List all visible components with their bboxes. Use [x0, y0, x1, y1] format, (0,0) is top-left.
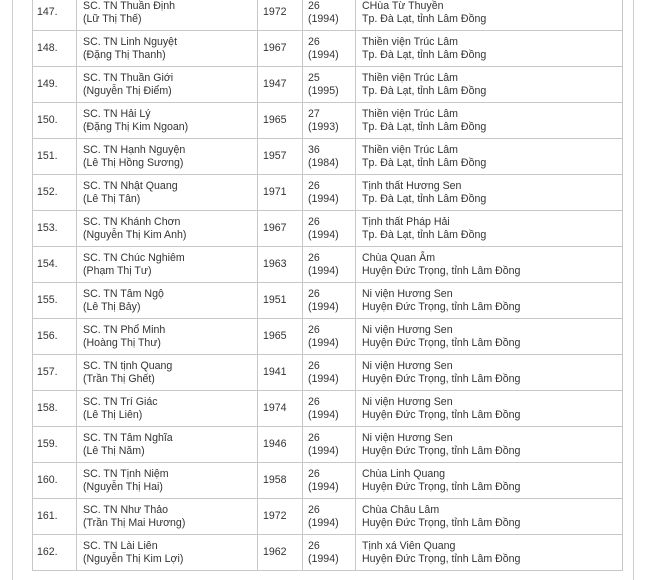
temple-name: Tịnh xá Viên Quang — [362, 539, 456, 552]
age-year: (1994) — [308, 372, 339, 385]
age-year: (1994) — [308, 516, 339, 529]
temple-name: Thiền viện Trúc Lâm — [362, 35, 458, 48]
row-number: 162. — [33, 535, 77, 571]
name-cell — [77, 31, 258, 67]
table-row — [33, 319, 623, 355]
dharma-name: SC. TN Lài Liên — [83, 539, 158, 552]
place-cell — [356, 139, 623, 175]
row-number: 150. — [33, 103, 77, 139]
place-cell — [356, 391, 623, 427]
age-value: 36 — [308, 143, 320, 156]
age-value: 26 — [308, 503, 320, 516]
age-cell — [303, 355, 356, 391]
age-cell — [303, 211, 356, 247]
age-value: 26 — [308, 323, 320, 336]
age-value: 26 — [308, 395, 320, 408]
page-border-right — [633, 0, 634, 580]
age-year: (1994) — [308, 480, 339, 493]
age-year: (1995) — [308, 84, 339, 97]
lay-name: (Nguyễn Thị Điểm) — [83, 84, 172, 97]
place-cell — [356, 211, 623, 247]
age-cell — [303, 175, 356, 211]
age-cell — [303, 463, 356, 499]
row-number: 159. — [33, 427, 77, 463]
table-row — [33, 0, 623, 31]
dharma-name: SC. TN tịnh Quang — [83, 359, 173, 372]
name-cell — [77, 499, 258, 535]
name-cell — [77, 139, 258, 175]
name-cell — [77, 67, 258, 103]
table-row — [33, 211, 623, 247]
age-cell — [303, 247, 356, 283]
dharma-name: SC. TN Phổ Minh — [83, 323, 166, 336]
row-number: 161. — [33, 499, 77, 535]
dharma-name: SC. TN Tịnh Niệm — [83, 467, 169, 480]
name-cell — [77, 211, 258, 247]
place-cell — [356, 103, 623, 139]
table-row — [33, 535, 623, 571]
temple-location: Tp. Đà Lạt, tỉnh Lâm Đồng — [362, 192, 487, 205]
dharma-name: SC. TN Hạnh Nguyện — [83, 143, 186, 156]
lay-name: (Lê Thị Liên) — [83, 408, 143, 421]
lay-name: (Trần Thị Ghết) — [83, 372, 155, 385]
lay-name: (Hoàng Thị Thư) — [83, 336, 161, 349]
temple-name: Ni viện Hương Sen — [362, 287, 453, 300]
name-cell — [77, 355, 258, 391]
age-value: 26 — [308, 179, 320, 192]
age-year: (1994) — [308, 408, 339, 421]
temple-name: Thiền viện Trúc Lâm — [362, 143, 458, 156]
table-row — [33, 67, 623, 103]
row-number: 157. — [33, 355, 77, 391]
age-value: 26 — [308, 287, 320, 300]
temple-location: Huyện Đức Trọng, tỉnh Lâm Đồng — [362, 516, 521, 529]
row-number: 160. — [33, 463, 77, 499]
temple-name: CHùa Từ Thuyền — [362, 0, 444, 12]
dharma-name: SC. TN Tâm Nghĩa — [83, 431, 173, 444]
row-number: 156. — [33, 319, 77, 355]
temple-location: Huyện Đức Trọng, tỉnh Lâm Đồng — [362, 408, 521, 421]
birth-year: 1957 — [258, 139, 303, 175]
temple-location: Huyện Đức Trọng, tỉnh Lâm Đồng — [362, 300, 521, 313]
row-number: 154. — [33, 247, 77, 283]
row-number: 153. — [33, 211, 77, 247]
age-year: (1984) — [308, 156, 339, 169]
temple-location: Tp. Đà Lạt, tỉnh Lâm Đồng — [362, 156, 487, 169]
dharma-name: SC. TN Trí Giác — [83, 395, 158, 408]
age-cell — [303, 391, 356, 427]
name-cell — [77, 283, 258, 319]
dharma-name: SC. TN Như Thảo — [83, 503, 169, 516]
age-value: 26 — [308, 359, 320, 372]
temple-location: Huyện Đức Trọng, tỉnh Lâm Đồng — [362, 552, 521, 565]
ordination-list-table — [32, 0, 623, 571]
place-cell — [356, 283, 623, 319]
row-number: 158. — [33, 391, 77, 427]
age-value: 26 — [308, 35, 320, 48]
table-row — [33, 283, 623, 319]
temple-location: Tp. Đà Lạt, tỉnh Lâm Đồng — [362, 228, 487, 241]
place-cell — [356, 535, 623, 571]
table-row — [33, 499, 623, 535]
age-value: 26 — [308, 0, 320, 12]
lay-name: (Đặng Thị Kim Ngoan) — [83, 120, 189, 133]
dharma-name: SC. TN Chúc Nghiêm — [83, 251, 185, 264]
lay-name: (Nguyễn Thị Hai) — [83, 480, 163, 493]
age-cell — [303, 103, 356, 139]
name-cell — [77, 103, 258, 139]
age-year: (1994) — [308, 552, 339, 565]
lay-name: (Lê Thị Bảy) — [83, 300, 141, 313]
temple-name: Ni viện Hương Sen — [362, 431, 453, 444]
name-cell — [77, 535, 258, 571]
age-cell — [303, 319, 356, 355]
birth-year: 1967 — [258, 31, 303, 67]
lay-name: (Nguyễn Thị Kim Lợi) — [83, 552, 184, 565]
row-number: 152. — [33, 175, 77, 211]
place-cell — [356, 427, 623, 463]
name-cell — [77, 319, 258, 355]
place-cell — [356, 463, 623, 499]
temple-name: Chùa Linh Quang — [362, 467, 446, 480]
dharma-name: SC. TN Thuần Định — [83, 0, 176, 12]
temple-name: Tịnh thất Hương Sen — [362, 179, 462, 192]
place-cell — [356, 355, 623, 391]
place-cell — [356, 175, 623, 211]
dharma-name: SC. TN Linh Nguyệt — [83, 35, 178, 48]
temple-location: Huyện Đức Trọng, tỉnh Lâm Đồng — [362, 336, 521, 349]
name-cell — [77, 0, 258, 31]
table-row — [33, 391, 623, 427]
lay-name: (Lê Thị Tân) — [83, 192, 141, 205]
table-row — [33, 175, 623, 211]
age-year: (1993) — [308, 120, 339, 133]
temple-name: Ni viện Hương Sen — [362, 395, 453, 408]
temple-name: Thiền viện Trúc Lâm — [362, 107, 458, 120]
table-row — [33, 355, 623, 391]
temple-name: Ni viện Hương Sen — [362, 359, 453, 372]
dharma-name: SC. TN Nhật Quang — [83, 179, 178, 192]
age-value: 25 — [308, 71, 320, 84]
birth-year: 1946 — [258, 427, 303, 463]
lay-name: (Lê Thị Hồng Sương) — [83, 156, 184, 169]
name-cell — [77, 463, 258, 499]
place-cell — [356, 0, 623, 31]
temple-location: Huyện Đức Trọng, tỉnh Lâm Đồng — [362, 444, 521, 457]
age-year: (1994) — [308, 228, 339, 241]
birth-year: 1958 — [258, 463, 303, 499]
place-cell — [356, 31, 623, 67]
temple-location: Huyện Đức Trọng, tỉnh Lâm Đồng — [362, 372, 521, 385]
lay-name: (Lê Thị Năm) — [83, 444, 145, 457]
name-cell — [77, 175, 258, 211]
name-cell — [77, 391, 258, 427]
temple-name: Chùa Châu Lâm — [362, 503, 440, 516]
temple-location: Tp. Đà Lạt, tỉnh Lâm Đồng — [362, 84, 487, 97]
dharma-name: SC. TN Thuần Giới — [83, 71, 174, 84]
name-cell — [77, 247, 258, 283]
row-number: 148. — [33, 31, 77, 67]
age-year: (1994) — [308, 48, 339, 61]
age-cell — [303, 0, 356, 31]
table-row — [33, 103, 623, 139]
birth-year: 1963 — [258, 247, 303, 283]
age-value: 26 — [308, 467, 320, 480]
birth-year: 1972 — [258, 0, 303, 31]
age-year: (1994) — [308, 336, 339, 349]
birth-year: 1951 — [258, 283, 303, 319]
place-cell — [356, 499, 623, 535]
dharma-name: SC. TN Tâm Ngộ — [83, 287, 164, 300]
age-value: 26 — [308, 251, 320, 264]
lay-name: (Trần Thị Mai Hương) — [83, 516, 186, 529]
temple-location: Tp. Đà Lạt, tỉnh Lâm Đồng — [362, 48, 487, 61]
age-cell — [303, 499, 356, 535]
table-row — [33, 31, 623, 67]
row-number: 151. — [33, 139, 77, 175]
age-cell — [303, 535, 356, 571]
temple-location: Huyện Đức Trọng, tỉnh Lâm Đồng — [362, 480, 521, 493]
age-year: (1994) — [308, 192, 339, 205]
table-row — [33, 427, 623, 463]
age-year: (1994) — [308, 264, 339, 277]
age-year: (1994) — [308, 300, 339, 313]
table-row — [33, 139, 623, 175]
birth-year: 1972 — [258, 499, 303, 535]
table-row — [33, 247, 623, 283]
age-cell — [303, 31, 356, 67]
place-cell — [356, 319, 623, 355]
row-number: 155. — [33, 283, 77, 319]
age-cell — [303, 67, 356, 103]
age-cell — [303, 139, 356, 175]
birth-year: 1967 — [258, 211, 303, 247]
birth-year: 1965 — [258, 319, 303, 355]
age-cell — [303, 283, 356, 319]
age-year: (1994) — [308, 444, 339, 457]
birth-year: 1974 — [258, 391, 303, 427]
birth-year: 1971 — [258, 175, 303, 211]
temple-name: Tịnh thất Pháp Hải — [362, 215, 450, 228]
dharma-name: SC. TN Hải Lý — [83, 107, 151, 120]
age-value: 26 — [308, 431, 320, 444]
birth-year: 1947 — [258, 67, 303, 103]
row-number: 147. — [33, 0, 77, 31]
temple-name: Ni viện Hương Sen — [362, 323, 453, 336]
age-value: 27 — [308, 107, 320, 120]
age-year: (1994) — [308, 12, 339, 25]
place-cell — [356, 247, 623, 283]
temple-location: Tp. Đà Lạt, tỉnh Lâm Đồng — [362, 12, 487, 25]
age-value: 26 — [308, 215, 320, 228]
temple-location: Huyện Đức Trọng, tỉnh Lâm Đồng — [362, 264, 521, 277]
row-number: 149. — [33, 67, 77, 103]
lay-name: (Lữ Thị Thế) — [83, 12, 142, 25]
temple-name: Thiền viện Trúc Lâm — [362, 71, 458, 84]
lay-name: (Phạm Thị Tư) — [83, 264, 152, 277]
age-value: 26 — [308, 539, 320, 552]
page-border-left — [12, 0, 13, 580]
lay-name: (Đặng Thị Thanh) — [83, 48, 166, 61]
birth-year: 1962 — [258, 535, 303, 571]
age-cell — [303, 427, 356, 463]
place-cell — [356, 67, 623, 103]
temple-location: Tp. Đà Lạt, tỉnh Lâm Đồng — [362, 120, 487, 133]
name-cell — [77, 427, 258, 463]
birth-year: 1965 — [258, 103, 303, 139]
birth-year: 1941 — [258, 355, 303, 391]
dharma-name: SC. TN Khánh Chơn — [83, 215, 181, 228]
table-row — [33, 463, 623, 499]
lay-name: (Nguyễn Thị Kim Anh) — [83, 228, 187, 241]
temple-name: Chùa Quan Âm — [362, 251, 436, 264]
table-body — [33, 0, 623, 571]
